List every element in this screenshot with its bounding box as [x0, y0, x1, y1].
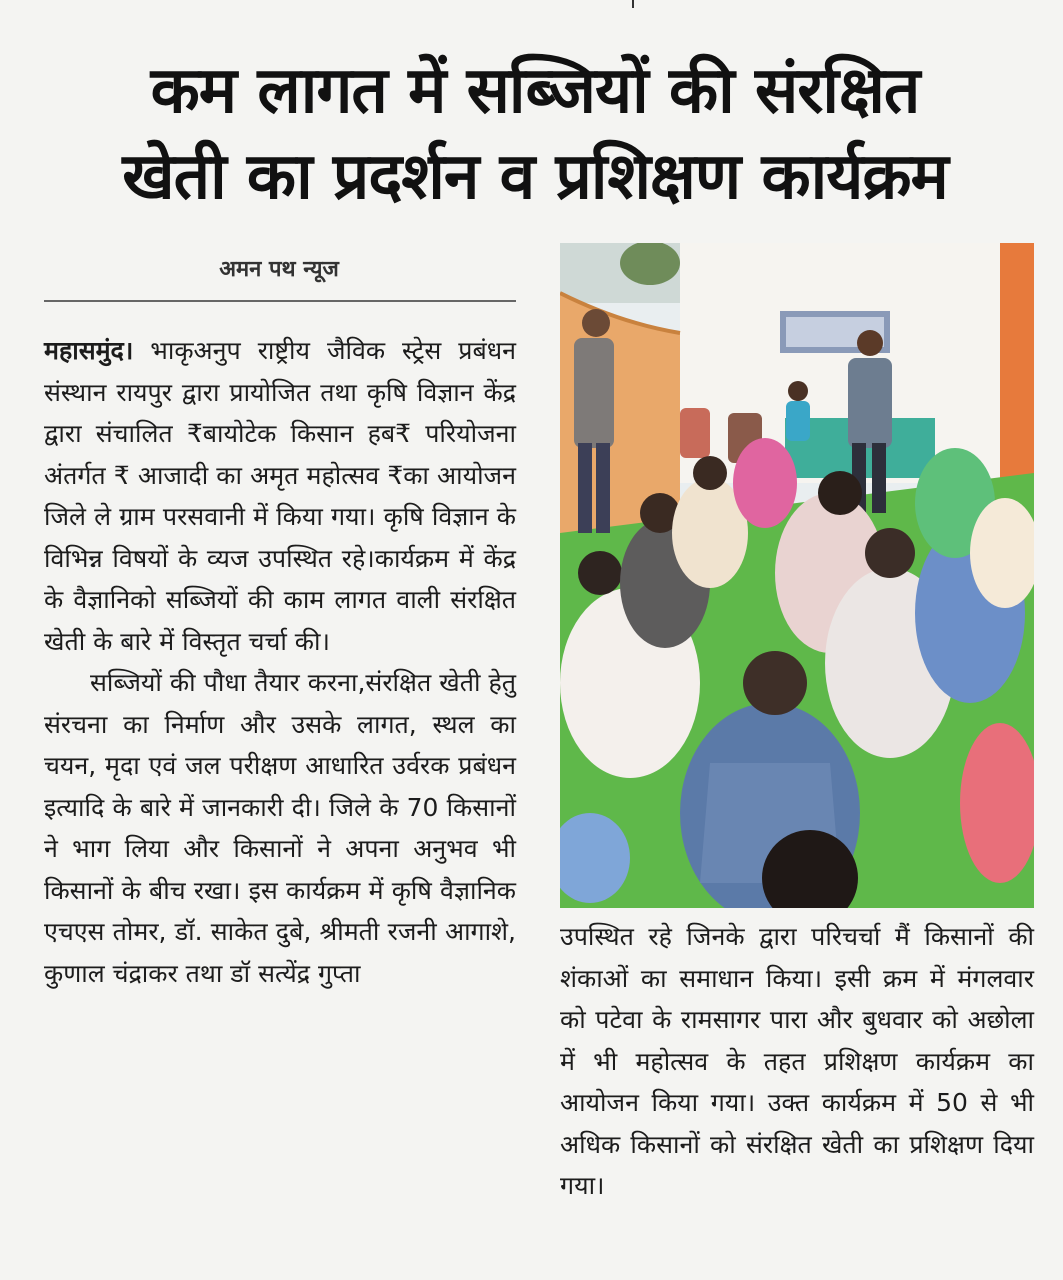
byline-divider [44, 300, 516, 302]
article-column-left [44, 330, 516, 994]
farmers-training-photo [560, 243, 1034, 908]
paragraph-1 [44, 330, 516, 662]
headline-line-1: कम लागत में सब्जियों की संरक्षित [150, 54, 920, 128]
headline [40, 48, 1030, 220]
article-column-right [560, 916, 1034, 1207]
top-edge-marks [0, 0, 1063, 8]
paragraph-3: उपस्थित रहे जिनके द्वारा परिचर्चा मैं किसानों की शंकाओं का समाधान किया। इसी क्रम में मंगलवार को पटेवा के रामसागर पारा और बुधवार को अछोला में भी महोत्सव के तहत प्रशिक्षण कार्यक्रम का आयोजन किया गया। उक्त कार्यक्रम में 50 से भी अधिक किसानों को संरक्षित खेती का प्रशिक्षण दिया गया। [560, 922, 1034, 1200]
paragraph-2: सब्जियों की पौधा तैयार करना,संरक्षित खेती हेतु संरचना का निर्माण और उसके लागत, स्थल का चयन, मृदा एवं जल परीक्षण आधारित उर्वरक प्रबंधन इत्यादि के बारे में जानकारी दी। जिले के 70 किसानों ने भाग लिया और किसानों ने अपना अनुभव भी किसानों के बीच रखा। इस कार्यक्रम में कृषि वैज्ञानिक एचएस तोमर, डॉ. साकेत दुबे, श्रीमती रजनी आगाशे, कुणाल चंद्राकर तथा डॉ सत्येंद्र गुप्ता [44, 668, 516, 988]
paragraph-1-text: भाकृअनुप राष्ट्रीय जैविक स्ट्रेस प्रबंधन संस्थान रायपुर द्वारा प्रायोजित तथा कृषि विज्ञान केंद्र द्वारा संचालित ₹बायोटेक किसान हब₹ परियोजना अंतर्गत ₹ आजादी का अमृत महोत्सव ₹का आयोजन जिले ले ग्राम परसवानी में किया गया। कृषि विज्ञान के विभिन्न विषयों के व्यज उपस्थित रहे।कार्यक्रम में केंद्र के वैज्ञानिको सब्जियों की काम लागत वाली संरक्षित खेती के बारे में विस्तृत चर्चा की। [44, 336, 516, 656]
headline-line-2: खेती का प्रदर्शन व प्रशिक्षण कार्यक्रम [122, 140, 948, 214]
dateline: महासमुंद। [44, 336, 134, 365]
byline: अमन पथ न्यूज [219, 256, 339, 282]
